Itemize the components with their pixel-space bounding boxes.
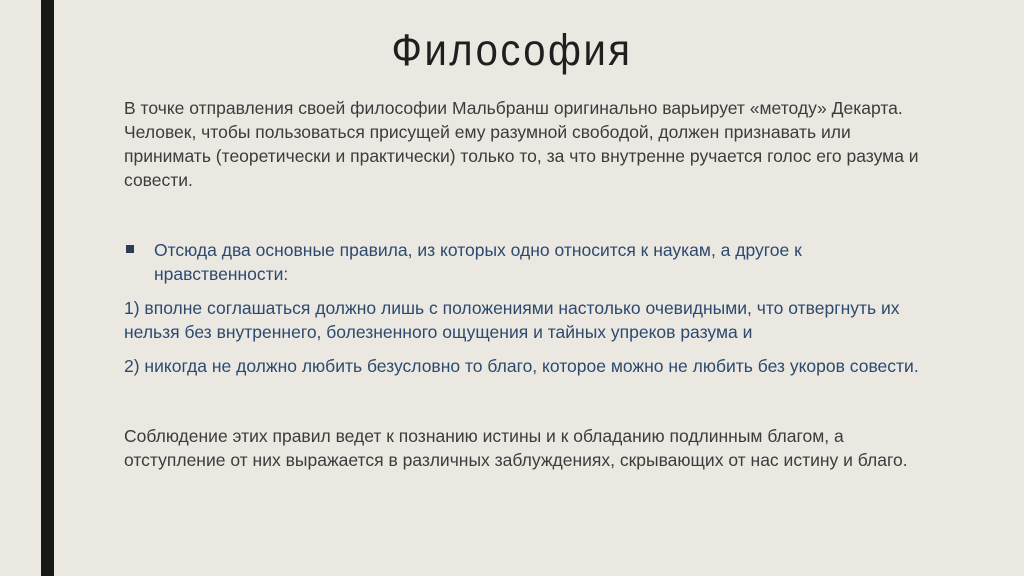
bullet-text: Отсюда два основные правила, из которых одно относится к наукам, а другое к нравственности: xyxy=(154,240,802,284)
rule-one: 1) вполне соглашаться должно лишь с положениями настолько очевидными, что отвергнуть их нельзя без внутреннего, болезненного ощущения и тайных упреков разума и xyxy=(124,298,900,342)
rule-two: 2) никогда не должно любить безусловно то благо, которое можно не любить без укоров совести. xyxy=(124,356,919,376)
rules-block xyxy=(124,238,924,378)
square-bullet-icon xyxy=(126,245,134,253)
slide-content xyxy=(124,96,924,472)
bullet-item xyxy=(124,238,924,286)
slide-title: Философия xyxy=(391,26,633,76)
left-accent-bar xyxy=(41,0,54,576)
intro-paragraph: В точке отправления своей философии Мальбранш оригинально варьирует «методу» Декарта. Человек, чтобы пользоваться присущей ему разумной свободой, должен признавать или принимать (теоретически и практически) только то, за что внутренне ручается голос его разума и совести. xyxy=(124,98,919,190)
conclusion-paragraph: Соблюдение этих правил ведет к познанию истины и к обладанию подлинным благом, а отступление от них выражается в различных заблуждениях, скрывающих от нас истину и благо. xyxy=(124,426,908,470)
